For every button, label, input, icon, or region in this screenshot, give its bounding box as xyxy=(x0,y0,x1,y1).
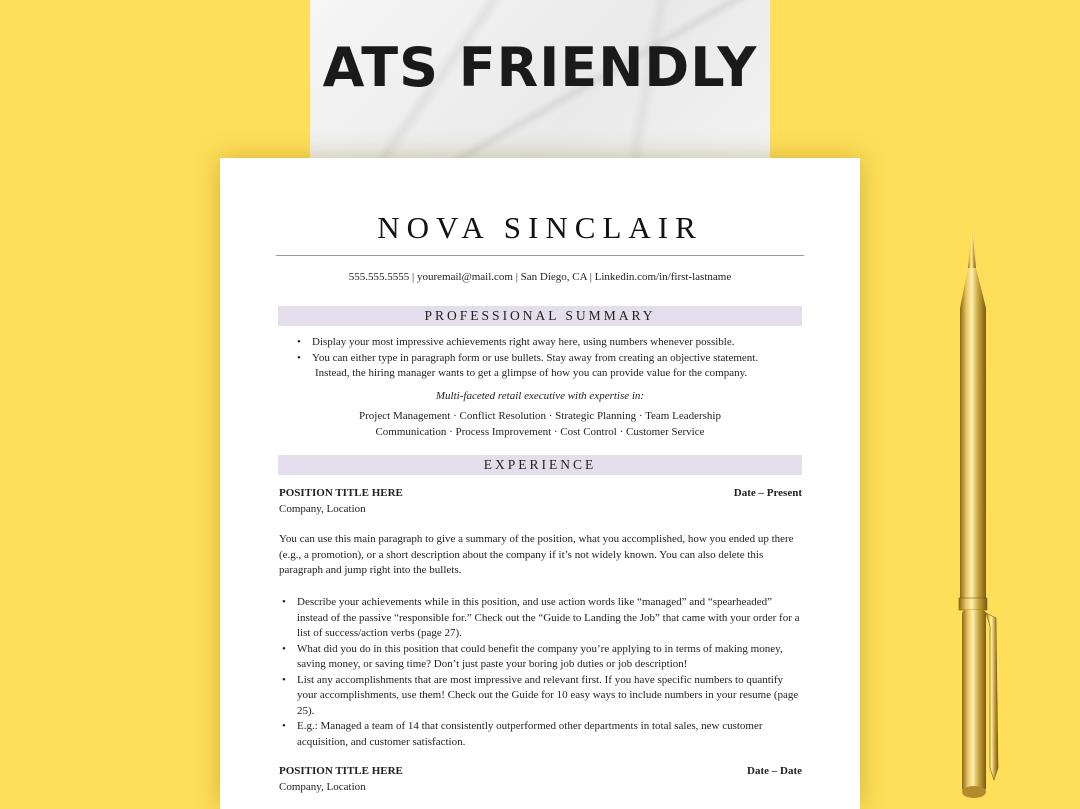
position-date: Date – Date xyxy=(747,765,802,777)
position-bullet: • List any accomplishments that are most impressive and relevant first. If you have specific numbers to quantify your accomplishments, use them! Check out the Guide for 10 easy ways to include numbers in your resume (page 25). xyxy=(279,673,801,720)
position-bullets xyxy=(279,595,801,750)
position-title: POSITION TITLE HERE xyxy=(279,487,403,499)
skills-line-1: Project Management · Conflict Resolution · Strategic Planning · Team Leadership xyxy=(359,410,721,422)
summary-bullet-continuation: Instead, the hiring manager wants to get a glimpse of how you can provide value for the company. xyxy=(315,367,748,379)
marble-banner xyxy=(310,0,770,165)
experience-heading: EXPERIENCE xyxy=(278,455,802,475)
summary-bullet: • Display your most impressive achievements right away here, using numbers whenever possible. xyxy=(294,335,794,351)
skills-line-2: Communication · Process Improvement · Cost Control · Customer Service xyxy=(375,426,705,438)
summary-bullet: • You can either type in paragraph form or use bullets. Stay away from creating an objective statement. xyxy=(294,351,794,367)
position-paragraph: You can use this main paragraph to give a summary of the position, what you accomplished, how you ended up there (e.g., a promotion), or a short description about the company if it’s not widely known. You can also delete this paragraph and jump right into the bullets. xyxy=(279,533,794,576)
position-bullet: • Describe your achievements while in this position, and use action words like “managed” and “spearheaded” instead of the passive “responsible for.” Check out the “Guide to Landing the Job” that came with your order for a list of success/action verbs (page 27). xyxy=(279,595,801,642)
position-company: Company, Location xyxy=(279,503,366,515)
resume-page xyxy=(220,158,860,809)
banner-title: ATS FRIENDLY xyxy=(322,36,758,99)
contact-line: 555.555.5555 | youremail@mail.com | San Diego, CA | Linkedin.com/in/first-lastname xyxy=(348,271,732,283)
position-title: POSITION TITLE HERE xyxy=(279,765,403,777)
position-date: Date – Present xyxy=(733,487,802,499)
resume-name: NOVA SINCLAIR xyxy=(377,210,703,245)
summary-tagline: Multi-faceted retail executive with expertise in: xyxy=(435,390,645,402)
gold-pen-icon xyxy=(950,228,1010,809)
position-bullet: • What did you do in this position that could benefit the company you’re applying to in terms of making money, saving money, or saving time? Don’t just paste your boring job duties or job description! xyxy=(279,642,801,673)
name-divider xyxy=(276,255,804,256)
summary-heading: PROFESSIONAL SUMMARY xyxy=(278,306,802,326)
position-company: Company, Location xyxy=(279,781,366,793)
summary-bullets xyxy=(294,335,794,382)
position-bullet: • E.g.: Managed a team of 14 that consistently outperformed other departments in total sales, new customer acquisition, and customer satisfaction. xyxy=(279,719,801,750)
